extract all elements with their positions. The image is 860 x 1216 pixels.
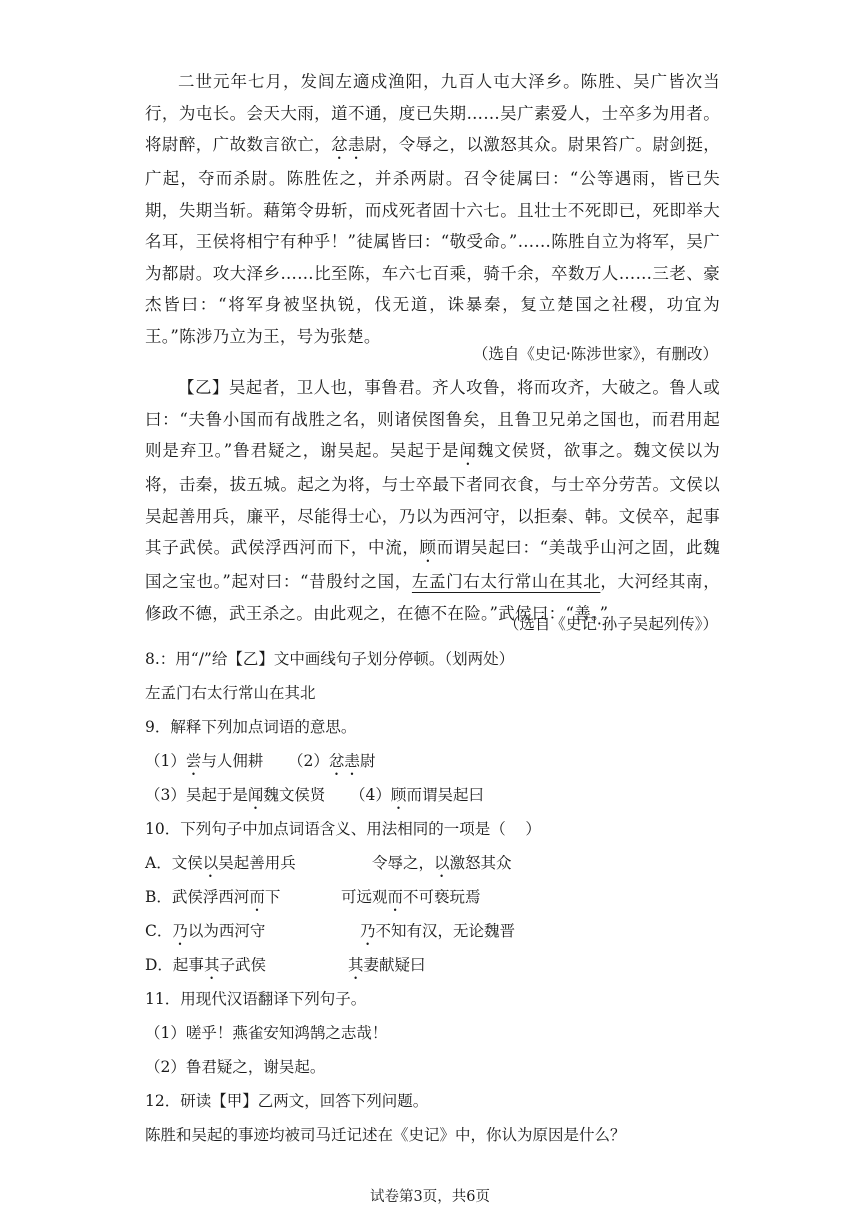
question-11-item-1: （1）嗟乎！燕雀安知鸿鹄之志哉！ bbox=[145, 1024, 388, 1042]
passage-jia: 二世元年七月，发闾左適戍渔阳，九百人屯大泽乡。陈胜、吴广皆次当行，为屯长。会天大雨，道不通，度已失期……吴广素爱人，士卒多为用者。将尉醉，广故数言欲亡，忿恚尉，令辱之，以激怒其众。尉果笞广。尉剑挺，广起，夺而杀尉。陈胜佐之，并杀两尉。召令徒属曰：“公等遇雨，皆已失期，失期当斩。藉第令毋斩，而戍死者固十六七。且壮士不死即已，死即举大名耳，王侯将相宁有种乎！”徒属皆曰：“敬受命。”……陈胜自立为将军，吴广为都尉。攻大泽乡……比至陈，车六七百乘，骑千余，卒数万人……三老、豪杰皆曰：“将军身被坚执锐，伐无道，诛暴秦，复立楚国之社稷，功宜为王。”陈涉乃立为王，号为张楚。 bbox=[145, 72, 720, 346]
question-8-title: 8.：用“/”给【乙】文中画线句子划分停顿。（划两处） bbox=[145, 650, 515, 668]
question-9-title: 9．解释下列加点词语的意思。 bbox=[145, 718, 357, 736]
option-b-left: B．武侯浮西河而下 bbox=[145, 888, 281, 906]
option-b-right: 可远观而不可亵玩焉 bbox=[341, 888, 481, 906]
dotted-word: 忿恚 bbox=[328, 752, 360, 770]
option-d-left: D．起事其子武侯 bbox=[145, 956, 266, 974]
dotted-word: 以 bbox=[434, 854, 450, 872]
dotted-word: 而 bbox=[249, 888, 265, 906]
dotted-word: 其 bbox=[203, 956, 220, 974]
question-11-title: 11．用现代汉语翻译下列句子。 bbox=[145, 990, 367, 1008]
question-10-title: 10．下列句子中加点词语含义、用法相同的一项是（ ） bbox=[145, 820, 541, 838]
dotted-word: 尝 bbox=[185, 752, 202, 770]
option-a-left: A．文侯以吴起善用兵 bbox=[145, 854, 296, 872]
option-c-right: 乃不知有汉，无论魏晋 bbox=[360, 922, 516, 940]
dotted-word: 闻 bbox=[247, 786, 264, 804]
dotted-word: 乃 bbox=[360, 922, 376, 940]
source-yi: （选自《史记·孙子吴起列传》） bbox=[503, 615, 718, 633]
option-a-right: 令辱之，以激怒其众 bbox=[372, 854, 512, 872]
dotted-word: 顾 bbox=[419, 538, 437, 557]
question-11-item-2: （2）鲁君疑之，谢吴起。 bbox=[145, 1058, 326, 1076]
underlined-sentence: 左孟门右太行常山在其北 bbox=[411, 572, 601, 591]
option-c-left: C．乃以为西河守 bbox=[145, 922, 266, 940]
question-12-title: 12．研读【甲】乙两文，回答下列问题。 bbox=[145, 1092, 429, 1110]
dotted-word: 顾 bbox=[390, 786, 407, 804]
question-9-row-2: （3）吴起于是闻魏文侯贤 （4）顾而谓吴起曰 bbox=[145, 786, 484, 804]
dotted-word: 以 bbox=[202, 854, 219, 872]
page-footer: 试卷第3页，共6页 bbox=[370, 1189, 490, 1205]
question-9-row-1: （1）尝与人佣耕 （2）忿恚尉 bbox=[145, 752, 376, 770]
dotted-word: 闻 bbox=[459, 441, 477, 460]
dotted-word: 乃 bbox=[172, 922, 188, 940]
question-12-body: 陈胜和吴起的事迹均被司马迁记述在《史记》中，你认为原因是什么？ bbox=[145, 1126, 626, 1144]
option-d-right: 其妻献疑曰 bbox=[348, 956, 426, 974]
dotted-word: 其 bbox=[348, 956, 364, 974]
passage-yi: 【乙】吴起者，卫人也，事鲁君。齐人攻鲁，将而攻齐，大破之。鲁人或曰：“夫鲁小国而有战胜之名，则诸侯图鲁矣，且鲁卫兄弟之国也，而君用起则是弃卫。”鲁君疑之，谢吴起。吴起于是闻魏文侯贤，欲事之。魏文侯以为将，击秦，拔五城。起之为将，与士卒最下者同衣食，与士卒分劳苦。文侯以吴起善用兵，廉平，尽能得士心，乃以为西河守，以拒秦、韩。文侯卒，起事其子武侯。武侯浮西河而下，中流，顾而谓吴起曰：“美哉乎山河之固，此魏国之宝也。”起对曰：“昔殷纣之国，左孟门右太行常山在其北，大河经其南，修政不德，武王杀之。由此观之，在德不在险。”武侯曰：“善。” bbox=[145, 378, 721, 623]
dotted-word: 而 bbox=[387, 888, 404, 906]
source-jia: （选自《史记·陈涉世家》，有删改） bbox=[472, 345, 718, 363]
question-8-sentence: 左孟门右太行常山在其北 bbox=[145, 684, 316, 702]
dotted-word: 忿恚 bbox=[331, 135, 365, 154]
